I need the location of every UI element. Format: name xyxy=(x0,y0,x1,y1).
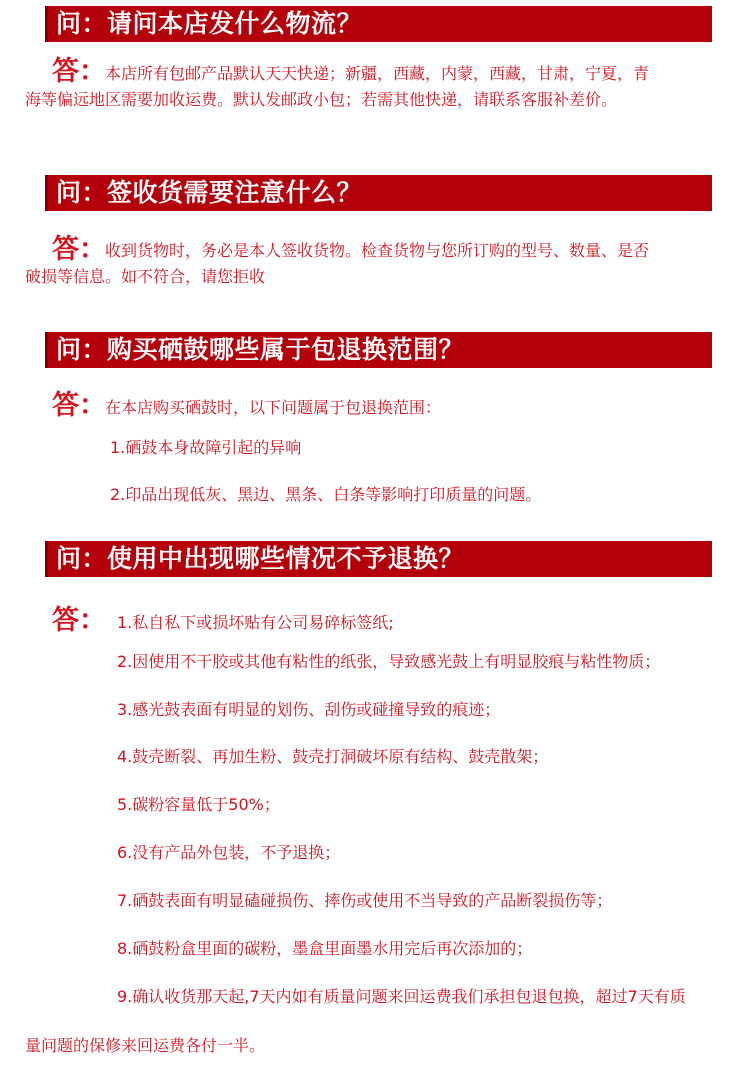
question-4: 使用中出现哪些情况不予退换？ xyxy=(107,544,465,573)
answer-2-line-2: 破损等信息。如不符合，请您拒收 xyxy=(25,267,266,286)
question-label: 问： xyxy=(56,9,108,38)
answer-4-item-3: 3.感光鼓表面有明显的划伤、刮伤或碰撞导致的痕迹； xyxy=(117,700,501,719)
question-1: 请问本店发什么物流？ xyxy=(107,9,363,38)
answer-label-4: 答： xyxy=(52,605,106,636)
question-bar-3 xyxy=(45,332,712,368)
answer-label-1: 答： xyxy=(52,56,106,87)
answer-3-intro: 在本店购买硒鼓时，以下问题属于包退换范围： xyxy=(105,398,442,417)
answer-4-item-5: 5.碳粉容量低于50%； xyxy=(117,795,280,814)
question-text-1 xyxy=(56,6,362,42)
answer-4-item-7: 7.硒鼓表面有明显磕碰损伤、摔伤或使用不当导致的产品断裂损伤等； xyxy=(117,891,613,910)
answer-4-item-1: 1.私自私下或损坏贴有公司易碎标签纸; xyxy=(117,613,394,632)
answer-4-item-8: 8.硒鼓粉盒里面的碳粉，墨盒里面墨水用完后再次添加的； xyxy=(117,939,533,958)
answer-4-item-9: 9.确认收货那天起,7天内如有质量问题来回运费我们承担包退包换，超过7天有质 xyxy=(117,987,686,1006)
answer-4-item-2: 2.因使用不干胶或其他有粘性的纸张，导致感光鼓上有明显胶痕与粘性物质； xyxy=(117,652,661,671)
answer-3-item-2: 2.印品出现低灰、黑边、黑条、白条等影响打印质量的问题。 xyxy=(110,485,542,504)
answer-label-3: 答： xyxy=(52,390,106,421)
question-bar-4 xyxy=(45,541,712,577)
question-text-4 xyxy=(56,541,464,577)
question-text-3 xyxy=(56,332,464,368)
answer-4-last-line: 量问题的保修来回运费各付一半。 xyxy=(25,1036,266,1055)
answer-1-line-1: 本店所有包邮产品默认天天快递；新疆，西藏，内蒙，西藏，甘肃，宁夏，青 xyxy=(105,64,650,83)
answer-4-item-4: 4.鼓壳断裂、再加生粉、鼓壳打洞破坏原有结构、鼓壳散架； xyxy=(117,747,549,766)
answer-4-item-6: 6.没有产品外包装，不予退换； xyxy=(117,843,341,862)
question-2: 签收货需要注意什么？ xyxy=(107,178,363,207)
question-bar-1 xyxy=(45,6,712,42)
question-text-2 xyxy=(56,175,362,211)
question-3: 购买硒鼓哪些属于包退换范围？ xyxy=(107,335,465,364)
question-label: 问： xyxy=(56,544,108,573)
answer-2-line-1: 收到货物时，务必是本人签收货物。检查货物与您所订购的型号、数量、是否 xyxy=(105,241,650,260)
question-label: 问： xyxy=(56,178,108,207)
answer-1-line-2: 海等偏远地区需要加收运费。默认发邮政小包；若需其他快递，请联系客服补差价。 xyxy=(25,90,618,109)
question-label: 问： xyxy=(56,335,108,364)
answer-3-item-1: 1.硒鼓本身故障引起的异响 xyxy=(110,438,302,457)
question-bar-2 xyxy=(45,175,712,211)
answer-label-2: 答： xyxy=(52,234,106,265)
